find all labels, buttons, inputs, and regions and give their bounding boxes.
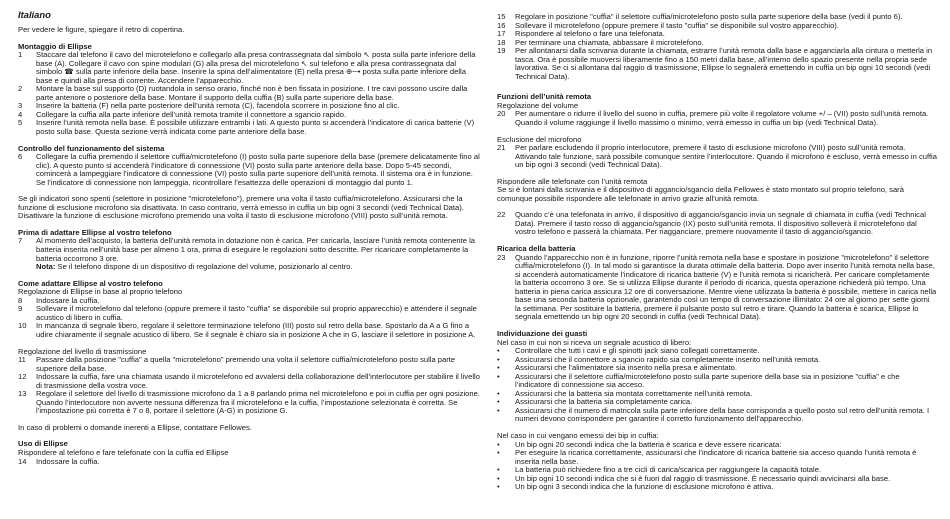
list-item bbox=[18, 51, 480, 85]
item-text: Al momento dell’acquisto, la batteria dell’unità remota in dotazione non è carica. Per caricarla, lasciare l’unità remota contenente la batteria inserita nell’unità base per almeno 1 ora, prima di eseguire le regolazioni sotto descritte. Per ricaricare completamente la batteria occorrono 3 ore. bbox=[36, 236, 475, 263]
note bbox=[18, 263, 480, 272]
numbered-list bbox=[18, 51, 480, 136]
bullet-text: Un bip ogni 10 secondi indica che si è fuori dal raggio di trasmissione. È necessario quindi avvicinarsi alla base. bbox=[515, 473, 891, 483]
list-item bbox=[497, 144, 937, 170]
subsection-title: Rispondere al telefono e fare telefonate con la cuffia ed Ellipse bbox=[18, 447, 229, 457]
list-item bbox=[18, 119, 480, 136]
item-number: 9 bbox=[18, 304, 23, 314]
list-item bbox=[18, 322, 480, 339]
bullet-text: Un bip ogni 3 secondi indica che la funzione di esclusione microfono è attiva. bbox=[515, 482, 774, 492]
item-text: Quando c’è una telefonata in arrivo, il dispositivo di aggancio/sgancio invia un segnale di chiamata in cuffia (vedi Technical Data). Premere il tasto rosso di aggancio/sgancio (IX) posto sull’unità remota. Il dispositivo solleverà il microtelefono dal vostro telefono e passerà la chiamata. Per riagganciare, premere nuovamente il tasto di aggancio/sgancio. bbox=[515, 210, 926, 237]
item-text: Collegare la cuffia premendo il selettore cuffia/microtelefono (I) posto sulla parte superiore della base (premere delicatamente fino al clic). A questo punto si accenderà l’indicatore di connessione (VI) posto sulla parte anteriore della base. Dopo 5-45 secondi, comincerà a lampeggiare l’indicatore di connessione (VI) posto sulla parte superiore dell’unità remota. Il sistema ora è in funzione. Se l’indicatore di connessione non lampeggia, ricontrollare l’esattezza delle operazioni di montaggio dal punto 1. bbox=[36, 152, 480, 187]
bullet-icon: • bbox=[497, 346, 500, 356]
item-number: 19 bbox=[497, 46, 506, 56]
item-number: 3 bbox=[18, 101, 23, 111]
item-number: 14 bbox=[18, 456, 27, 466]
bullet-item bbox=[497, 483, 937, 492]
bullet-list bbox=[497, 347, 937, 424]
item-text: Indossare la cuffia. bbox=[36, 295, 100, 305]
note-label: Nota: bbox=[36, 262, 56, 272]
list-item bbox=[497, 110, 937, 127]
list-item bbox=[18, 356, 480, 373]
subsection-title: Rispondere alle telefonate con l’unità remota bbox=[497, 176, 648, 186]
subsection-title: Nel caso in cui non si riceva un segnale acustico di libero: bbox=[497, 337, 692, 347]
item-number: 22 bbox=[497, 210, 506, 220]
item-number: 12 bbox=[18, 372, 27, 382]
bullet-text: Assicurarsi che l’alimentatore sia inserito nella presa e alimentato. bbox=[515, 363, 738, 373]
list-item bbox=[18, 390, 480, 416]
item-number: 2 bbox=[18, 84, 23, 94]
paragraph: Se si è lontani dalla scrivania e il dispositivo di aggancio/sgancio della Fellowes è stato montato sul proprio telefono, sarà comunque possibile rispondere alle telefonate in arrivo grazie all’unità remota. bbox=[497, 185, 904, 203]
list-item bbox=[497, 254, 937, 322]
bullet-item bbox=[497, 407, 937, 424]
paragraph: In caso di problemi o domande inerenti a Ellipse, contattare Fellowes. bbox=[18, 422, 252, 432]
item-number: 7 bbox=[18, 236, 23, 246]
bullet-text: Assicurarsi che la batteria sia completamente carica. bbox=[515, 397, 693, 407]
item-number: 11 bbox=[18, 355, 26, 365]
section-title: Funzioni dell’unità remota bbox=[497, 92, 592, 102]
item-text: In mancanza di segnale libero, regolare il selettore terminazione telefono (III) posto sul retro della base. Spostarlo da A a G fino a udire chiaramente il segnale acustico di libero. Se il segnale è chiaro sia in posizione A che in G, lasciare il selettore in posizione A. bbox=[36, 321, 476, 339]
section-title: Uso di Ellipse bbox=[18, 439, 68, 449]
item-number: 13 bbox=[18, 389, 27, 399]
item-text: Inserire l’unità remota nella base. È possibile utilizzare entrambi i lati. A questo punto si accenderà l’indicatore di carica batterie (V) posto sulla base. Questa sezione verrà indicata come parte anteriore della base. bbox=[36, 118, 475, 137]
bullet-text: La batteria può richiedere fino a tre cicli di carica/scarica per raggiungere la capacità totale. bbox=[515, 465, 822, 475]
item-text: Collegare la cuffia alla parte inferiore dell’unità remota tramite il connettore a sgancio rapido. bbox=[36, 109, 347, 119]
bullet-list bbox=[497, 441, 937, 492]
bullet-text: Assicurarsi che il numero di matricola sulla parte inferiore della base corrisponda a quello posto sul retro dell’unità remota. I numeri devono corrispondere per garantire il corretto funzionamento dell’apparecchio. bbox=[515, 405, 930, 424]
item-number: 4 bbox=[18, 109, 23, 119]
list-item bbox=[18, 85, 480, 102]
note-text: Se il telefono dispone di un dispositivo di regolazione del volume, posizionarlo al centro. bbox=[55, 262, 353, 272]
list-item bbox=[18, 458, 480, 467]
item-number: 6 bbox=[18, 152, 23, 162]
bullet-text: Assicurarsi che la batteria sia montata correttamente nell’unità remota. bbox=[515, 388, 753, 398]
bullet-icon: • bbox=[497, 448, 500, 458]
item-text: Per parlare escludendo il proprio interlocutore, premere il tasto di esclusione microfono (VIII) posto sull’unità remota. Attivando tale funzione, sarà possibile comunque sentire l’interlocutore. Quando il microfono è escluso, verrà emesso in cuffia un bip ogni 3 secondi (vedi Technical Data). bbox=[515, 143, 937, 170]
section-title: Come adattare Ellipse al vostro telefono bbox=[18, 278, 163, 288]
numbered-list bbox=[18, 458, 480, 467]
paragraph: Se gli indicatori sono spenti (selettore in posizione "microtelefono"), premere una volta il tasto cuffia/microtelefono. Assicurarsi che la funzione di esclusione microfono sia disattivata. In caso contrario, verrà emesso in cuffia un bip ogni 3 secondi (vedi Technical Data). Disattivare la funzione di esclusione microfono premendo una volta il tasto di esclusione microfono (VIII) posto sull’unità remota. bbox=[18, 194, 464, 221]
item-number: 10 bbox=[18, 321, 27, 331]
item-number: 20 bbox=[497, 109, 506, 119]
left-column bbox=[18, 9, 480, 466]
numbered-list bbox=[18, 297, 480, 340]
list-item bbox=[497, 211, 937, 237]
bullet-text: Per eseguire la ricarica correttamente, assicurarsi che l’indicatore di ricarica batterie sia acceso quando l’unità remota è inserita nella base. bbox=[515, 448, 917, 466]
section-title: Ricarica della batteria bbox=[497, 244, 576, 254]
section-title: Montaggio di Ellipse bbox=[18, 41, 92, 51]
subsection-title: Regolazione del livello di trasmissione bbox=[18, 346, 147, 356]
section-title: Individuazione dei guasti bbox=[497, 328, 588, 338]
bullet-text: Assicurarsi che il selettore cuffia/microtelefono posto sulla parte superiore della base sia in posizione "cuffia" e che l’indicatore di connessione sia acceso. bbox=[515, 371, 900, 390]
bullet-item bbox=[497, 449, 937, 466]
item-text: Per terminare una chiamata, abbassare il microtelefono. bbox=[515, 37, 704, 47]
item-number: 23 bbox=[497, 252, 506, 262]
list-item bbox=[497, 47, 937, 81]
subsection-title: Regolazione del volume bbox=[497, 100, 579, 110]
list-item bbox=[18, 373, 480, 390]
item-number: 1 bbox=[18, 50, 23, 60]
item-text: Montare la base sul supporto (D) ruotandola in senso orario, finché non è ben fissata in posizione. I tre cavi possono uscire dalla parte anteriore o posteriore della base. Montare il supporto della cuffia (B) sulla parte superiore della base. bbox=[36, 84, 468, 102]
item-number: 5 bbox=[18, 118, 23, 128]
item-text: Regolare il selettore del livello di trasmissione microfono da 1 a 8 parlando prima nel microtelefono e poi in cuffia per ogni posizione. Quando l’interlocutore non avverte nessuna differenza fra il microtelefono e la cuffia, l’impostazione selezionata è corretta. Se l’impostazione più corretta è 7 o 8, portare il selettore (A-G) in posizione G. bbox=[36, 389, 480, 416]
item-text: Per aumentare o ridurre il livello del suono in cuffia, premere più volte il regolatore volume +/ – (VII) posto sull’unità remota. Quando il volume raggiunge il livello massimo o minimo, verrà emesso in cuffia un bip (vedi Technical Data). bbox=[515, 109, 929, 128]
numbered-list bbox=[497, 254, 937, 322]
subsection-title: Nel caso in cui vengano emessi dei bip in cuffia: bbox=[497, 430, 659, 440]
intro-text: Per vedere le figure, spiegare il retro di copertina. bbox=[18, 25, 185, 34]
right-column bbox=[497, 13, 937, 492]
bullet-text: Controllare che tutti i cavi e gli spinotti jack siano collegati correttamente. bbox=[515, 346, 760, 356]
section-title: Controllo del funzionamento del sistema bbox=[18, 143, 165, 153]
bullet-icon: • bbox=[497, 439, 500, 449]
item-text: Passare dalla posizione "cuffia" a quella "microtelefono" premendo una volta il selettore cuffia/microtelefono posto sulla parte superiore della base. bbox=[36, 355, 456, 373]
item-text: Regolare in posizione "cuffia" il selettore cuffia/microtelefono posto sulla parte superiore della base (vedi il punto 6). bbox=[515, 12, 903, 21]
subsection-title: Regolazione di Ellipse in base al proprio telefono bbox=[18, 287, 183, 297]
item-text: Quando l’apparecchio non è in funzione, riporre l’unità remota nella base e spostare in posizione "microtelefono" il selettore cuffia/microtelefono (I). In tal modo si garantisce la durata ottimale della batteria. Dopo aver inserito l’unità remota nella base, si accenderà automaticamente l’indicatore di ricarica batterie (V) e l’unità remota si ricaricherà. Per caricare completamente la batteria occorrono 3 ore. Se si utilizza Ellipse durante il periodo di ricarica, questa operazione richiederà più tempo. Una batteria in piena carica assicura 12 ore di conversazione. Mentre viene utilizzata la batteria è possibile, mettere in carica nella base una seconda batteria opzionale, garantendo così un tempo di conversazione illimitato: 24 ore al giorno per sette giorni la settimana. Per sostituire la batteria, premere il pulsante posto sul retro e tirare. Quando la batteria è scarica, Ellipse lo segnala emettendo un bip ogni 20 secondi in cuffia (vedi Technical Data). bbox=[515, 252, 937, 322]
bullet-icon: • bbox=[497, 363, 500, 373]
item-number: 21 bbox=[497, 143, 506, 153]
item-number: 16 bbox=[497, 20, 506, 30]
numbered-list bbox=[497, 13, 937, 81]
bullet-item bbox=[497, 373, 937, 390]
list-item bbox=[18, 237, 480, 263]
item-text: Rispondere al telefono o fare una telefonata. bbox=[515, 29, 665, 39]
bullet-text: Un bip ogni 20 secondi indica che la batteria è scarica e deve essere ricaricata: bbox=[515, 439, 782, 449]
item-text: Inserire la batteria (F) nella parte posteriore dell’unità remota (C), facendola scorrere in posizione fino al clic. bbox=[36, 101, 400, 111]
item-text: Indossare la cuffia, fare una chiamata usando il microtelefono ed avvalersi della collaborazione dell’interlocutore per stabilire il livello di trasmissione della vostra voce. bbox=[36, 372, 480, 390]
numbered-list bbox=[497, 211, 937, 237]
item-number: 17 bbox=[497, 29, 506, 39]
item-number: 8 bbox=[18, 295, 23, 305]
item-text: Staccare dal telefono il cavo del microtelefono e collegarlo alla presa contrassegnata dal simbolo ↖ posta sulla parte inferiore della base (A). Collegare il cavo con spine modulari (G) alla presa del microtelefono ↖ sul telefono e alla presa contrassegnata dal simbolo ☎ sulla parte inferiore della base. Inserire la spina dell’alimentatore (E) nella presa ⊕─• posta sulla parte inferiore della base e quindi alla presa di corrente. Accendere l’apparecchio. bbox=[36, 50, 476, 85]
section-title: Prima di adattare Ellipse al vostro telefono bbox=[18, 227, 172, 237]
subsection-title: Esclusione del microfono bbox=[497, 134, 582, 144]
item-text: Sollevare il microtelefono (oppure premere il tasto "cuffia" se disponibile sul vostro apparecchio). bbox=[515, 20, 839, 30]
item-number: 15 bbox=[497, 12, 506, 21]
numbered-list bbox=[497, 144, 937, 170]
item-text: Sollevare il microtelefono dal telefono (oppure premere il tasto "cuffia" se disponibile sul proprio apparecchio) e attendere il segnale acustico di libero in cuffia. bbox=[36, 304, 477, 322]
bullet-text: Assicurarsi che il connettore a sgancio rapido sia completamente inserito nell’unità remota. bbox=[515, 354, 821, 364]
bullet-icon: • bbox=[497, 371, 500, 381]
bullet-icon: • bbox=[497, 397, 500, 407]
item-text: Per allontanarsi dalla scrivania durante la chiamata, estrarre l’unità remota dalla base e agganciarla alla cintura o metterla in tasca. Ora è possibile muoversi liberamente fino a 150 metri dalla base, all’interno dello spazio presente nella propria sede lavorativa. Se ci si allontana dal raggio di trasmissione, Ellipse lo segnalerà emettendo in cuffia un bip ogni 10 secondi (vedi Technical Data). bbox=[515, 46, 933, 81]
numbered-list bbox=[18, 153, 480, 187]
list-item bbox=[18, 153, 480, 187]
numbered-list bbox=[497, 110, 937, 127]
item-number: 18 bbox=[497, 37, 506, 47]
bullet-icon: • bbox=[497, 473, 500, 483]
bullet-icon: • bbox=[497, 354, 500, 364]
list-item bbox=[18, 305, 480, 322]
bullet-icon: • bbox=[497, 465, 500, 475]
numbered-list bbox=[18, 356, 480, 416]
bullet-icon: • bbox=[497, 405, 500, 415]
language-heading: Italiano bbox=[18, 9, 51, 20]
bullet-icon: • bbox=[497, 388, 500, 398]
bullet-icon: • bbox=[497, 482, 500, 492]
item-text: Indossare la cuffia. bbox=[36, 456, 100, 466]
numbered-list bbox=[18, 237, 480, 263]
